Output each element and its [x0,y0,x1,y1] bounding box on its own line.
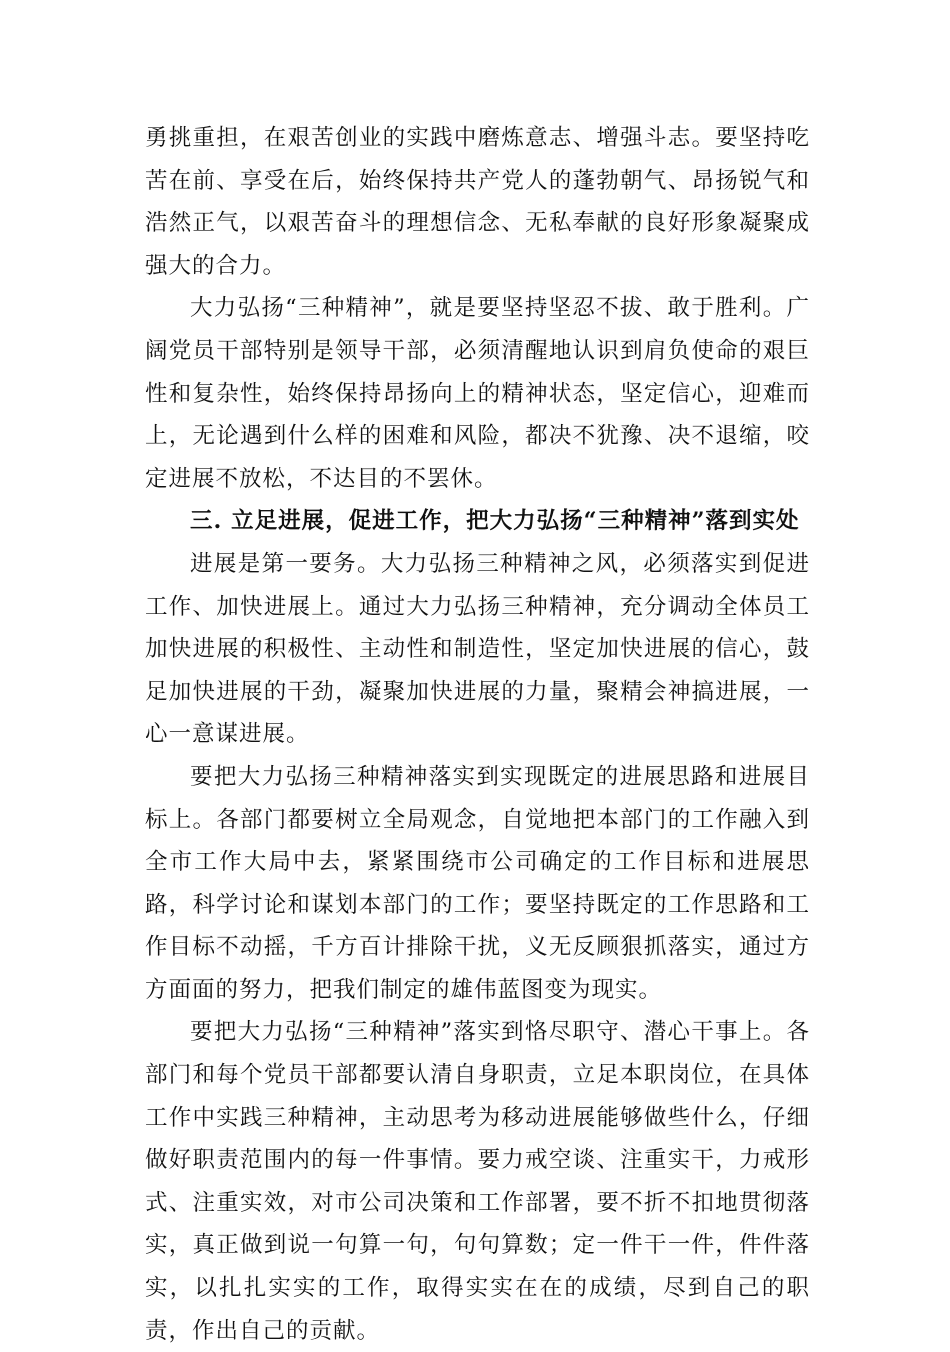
paragraph-development-priority: 进展是第一要务。大力弘扬三种精神之风，必须落实到促进工作、加快进展上。通过大力弘扬三种精神，充分调动全体员工加快进展的积极性、主动性和制造性，坚定加快进展的信心，鼓足加快进展的干劲，凝聚加快进展的力量，聚精会神搞进展，一心一意谋进展。 [145,550,810,748]
section-heading-three: 三. 立足进展，促进工作，把大力弘扬“三种精神”落到实处 [190,508,800,535]
paragraph-continuation: 勇挑重担，在艰苦创业的实践中磨炼意志、增强斗志。要坚持吃苦在前、享受在后，始终保持共产党人的蓬勃朝气、昂扬锐气和浩然正气，以艰苦奋斗的理想信念、无私奉献的良好形象凝聚成强大的合力。 [145,125,810,279]
paragraph-development-goals: 要把大力弘扬三种精神落实到实现既定的进展思路和进展目标上。各部门都要树立全局观念，自觉地把本部门的工作融入到全市工作大局中去，紧紧围绕市公司确定的工作目标和进展思路，科学讨论和谋划本部门的工作；要坚持既定的工作思路和工作目标不动摇，千方百计排除干扰，义无反顾狠抓落实，通过方方面面的努力，把我们制定的雄伟蓝图变为现实。 [145,763,810,1003]
document-body [145,117,810,1352]
paragraph-three-spirits-perseverance: 大力弘扬“三种精神”，就是要坚持坚忍不拔、敢于胜利。广阔党员干部特别是领导干部，必须清醒地认识到肩负使命的艰巨性和复杂性，始终保持昂扬向上的精神状态，坚定信心，迎难而上，无论遇到什么样的困难和风险，都决不犹豫、决不退缩，咬定进展不放松，不达目的不罢休。 [145,295,810,492]
paragraph-duty-diligence: 要把大力弘扬“三种精神”落实到恪尽职守、潜心干事上。各部门和每个党员干部都要认清自身职责，立足本职岗位，在具体工作中实践三种精神，主动思考为移动进展能够做些什么，仔细做好职责范围内的每一件事情。要力戒空谈、注重实干，力戒形式、注重实效，对市公司决策和工作部署，要不折不扣地贯彻落实，真正做到说一句算一句，句句算数；定一件干一件，件件落实，以扎扎实实的工作，取得实实在在的成绩，尽到自己的职责，作出自己的贡献。 [145,1019,810,1344]
